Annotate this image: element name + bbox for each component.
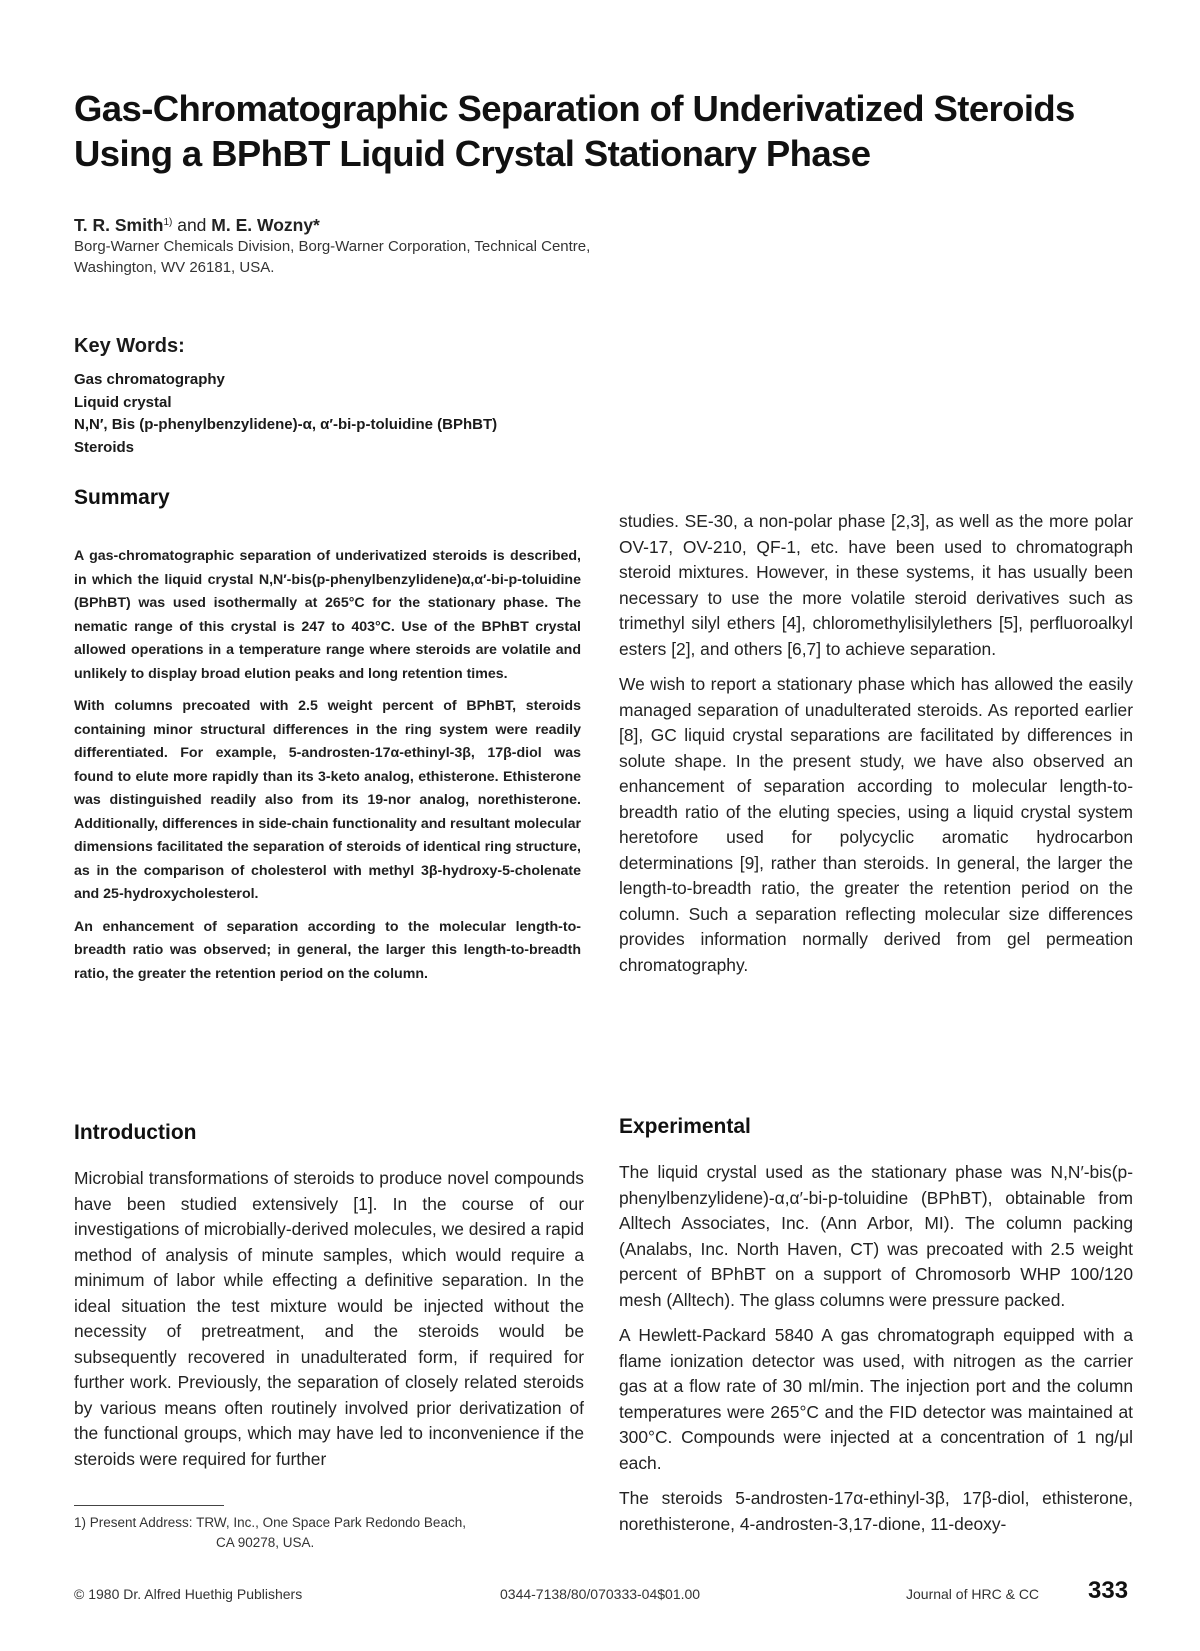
footer-journal: Journal of HRC & CC	[906, 1586, 1040, 1602]
introduction-body	[74, 1166, 584, 1482]
experimental-heading: Experimental	[619, 1115, 751, 1138]
keywords-heading: Key Words:	[74, 335, 185, 357]
author-smith: T. R. Smith	[74, 215, 164, 235]
affiliation-line-1: Borg-Warner Chemicals Division, Borg-Warner Corporation, Technical Centre,	[74, 238, 591, 255]
body-paragraph: The liquid crystal used as the stationary phase was N,N′-bis(p-phenylbenzylidene)-α,α′-bi-p-toluidine (BPhBT), obtainable from Alltech Associates, Inc. (Ann Arbor, MI). The column packing (Analabs, Inc. North Haven, CT) was precoated with 2.5 weight percent of BPhBT on a support of Chromosorb WHP 100/120 mesh (Alltech). The glass columns were pressure packed.	[619, 1162, 1133, 1310]
footer-article-code: 0344-7138/80/070333-04$01.00	[500, 1586, 701, 1602]
keyword-item: Gas chromatography	[74, 371, 225, 388]
author-conjunction: and	[172, 215, 212, 235]
summary-heading: Summary	[74, 486, 170, 509]
footnote	[74, 1513, 594, 1553]
paper-title	[74, 86, 1154, 176]
body-paragraph: We wish to report a stationary phase which has allowed the easily managed separation of unadulterated steroids. As reported earlier [8], GC liquid crystal separations are facilitated by differences in solute shape. In the present study, we have also observed an enhancement of separation according to molecular length-to-breadth ratio of the eluting species, using a liquid crystal system heretofore used for polycyclic aromatic hydrocarbon determinations [9], rather than steroids. In general, the larger the length-to-breadth ratio, the greater the retention period on the column. Such a separation reflecting molecular size differences provides information normally derived from gel permeation chromatography.	[619, 674, 1133, 975]
right-column-top	[619, 509, 1133, 988]
body-paragraph: Microbial transformations of steroids to produce novel compounds have been studied extensively [1]. In the course of our investigations of microbially-derived molecules, we desired a rapid method of analysis of minute samples, which would require a minimum of labor while effecting a definitive separation. In the ideal situation the test mixture would be injected without the necessity of pretreatment, and the steroids would be subsequently recovered in unadulterated form, if required for further work. Previously, the separation of closely related steroids by various means often routinely involved prior derivatization of the functional groups, which may have led to inconvenience if the steroids were required for further	[74, 1168, 584, 1469]
summary-paragraph: An enhancement of separation according to the molecular length-to-breadth ratio was observed; in general, the larger this length-to-breadth ratio, the greater the retention period on the column.	[74, 918, 581, 982]
keyword-item: N,N′, Bis (p-phenylbenzylidene)-α, α′-bi-p-toluidine (BPhBT)	[74, 416, 498, 433]
body-paragraph: The steroids 5-androsten-17α-ethinyl-3β, 17β-diol, ethisterone, norethisterone, 4-androsten-3,17-dione, 11-deoxy-	[619, 1488, 1133, 1534]
footer-copyright: © 1980 Dr. Alfred Huethig Publishers	[74, 1586, 303, 1602]
title-line-1: Gas-Chromatographic Separation of Underivatized Steroids	[74, 88, 1075, 129]
affiliation	[74, 236, 974, 278]
keywords-list	[74, 369, 497, 459]
summary-paragraph: With columns precoated with 2.5 weight percent of BPhBT, steroids containing minor structural differences in the ring system were readily differentiated. For example, 5-androsten-17α-ethinyl-3β, 17β-diol was found to elute more rapidly than its 3-keto analog, ethisterone. Ethisterone was distinguished readily also from its 19-nor analog, norethisterone. Additionally, differences in side-chain functionality and resultant molecular dimensions facilitated the separation of steroids of identical ring structure, as in the comparison of cholesterol with methyl 3β-hydroxy-5-cholenate and 25-hydroxycholesterol.	[74, 698, 581, 902]
author-list	[74, 211, 974, 237]
author-wozny: M. E. Wozny*	[211, 215, 320, 235]
keyword-item: Liquid crystal	[74, 393, 172, 411]
body-paragraph: A Hewlett-Packard 5840 A gas chromatograph equipped with a flame ionization detector was used, with nitrogen as the carrier gas at a flow rate of 30 ml/min. The injection port and the column temperatures were 265°C and the FID detector was maintained at 300°C. Compounds were injected at a concentration of 1 ng/μl each.	[619, 1325, 1133, 1473]
title-line-2: Using a BPhBT Liquid Crystal Stationary Phase	[74, 133, 871, 174]
footnote-line-1: 1) Present Address: TRW, Inc., One Space Park Redondo Beach,	[74, 1515, 466, 1530]
experimental-body	[619, 1160, 1133, 1547]
page-number: 333	[1088, 1577, 1129, 1604]
affiliation-line-2: Washington, WV 26181, USA.	[74, 259, 275, 276]
footnote-divider	[74, 1505, 224, 1506]
summary-paragraph: A gas-chromatographic separation of underivatized steroids is described, in which the liquid crystal N,N′-bis(p-phenylbenzylidene)α,α′-bi-p-toluidine (BPhBT) was used isothermally at 265°C for the stationary phase. The nematic range of this crystal is 247 to 403°C. Use of the BPhBT crystal allowed operations in a temperature range where steroids are volatile and unlikely to display broad elution peaks and long retention times.	[74, 548, 581, 682]
body-paragraph: studies. SE-30, a non-polar phase [2,3], as well as the more polar OV-17, OV-210, QF-1, etc. have been used to chromatograph steroid mixtures. However, in these systems, it has usually been necessary to use the more volatile steroid derivatives such as trimethyl silyl ethers [4], chloromethylisilylethers [5], perfluoroalkyl esters [2], and others [6,7] to achieve separation.	[619, 511, 1133, 659]
author-footnote-mark: 1)	[163, 217, 173, 228]
footnote-line-2: CA 90278, USA.	[216, 1535, 315, 1550]
introduction-heading: Introduction	[74, 1121, 197, 1144]
summary-body	[74, 545, 581, 995]
keyword-item: Steroids	[74, 438, 135, 456]
